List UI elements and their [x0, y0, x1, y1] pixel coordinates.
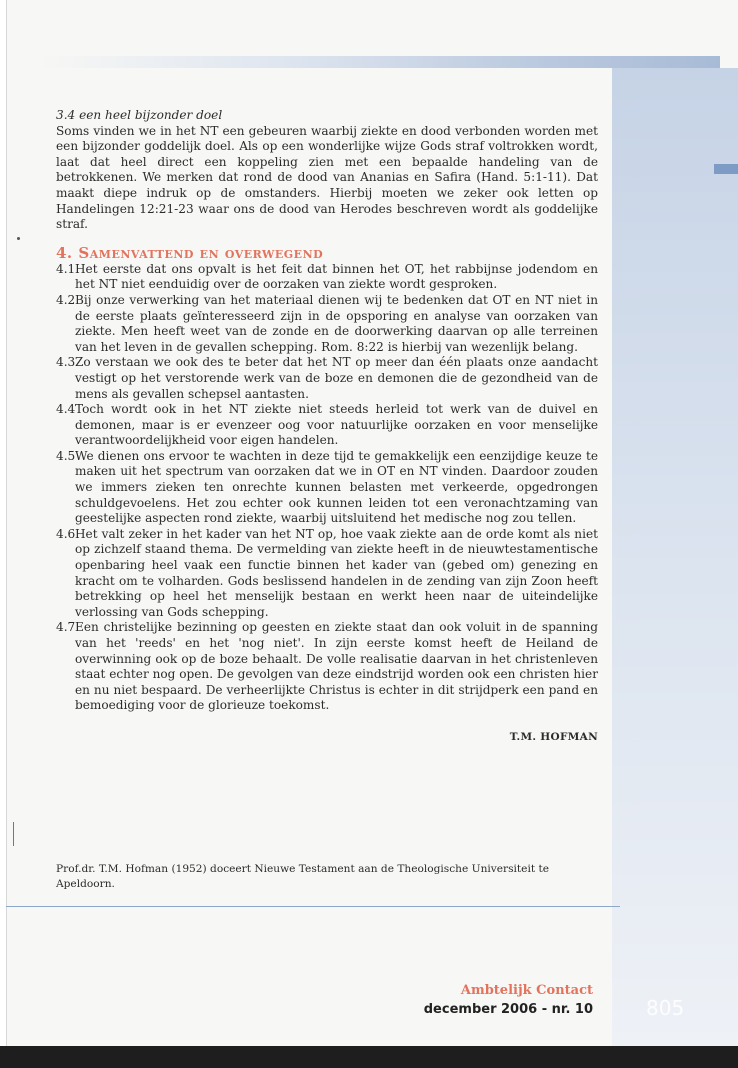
item-text: Het eerste dat ons opvalt is het feit dat binnen het OT, het rabbijnse jodendom en het NT niet eenduidig over de oorzaken van ziekte wordt gesproken. [75, 261, 598, 292]
top-decorative-bar [40, 56, 720, 68]
item-text: Een christelijke bezinning op geesten en ziekte staat dan ook voluit in de spanning van het 'reeds' en het 'nog niet'. In zijn eerste komst heeft de Heiland de overwinning ook op de boze behaalt. De volle realisatie daarvan in het christenleven staat echter nog open. De gevolgen van deze eindstrijd worden ook een christen hier en nu niet bespaard. De verheerlijkte Christus is echter in dit strijdperk een pand en bemoediging voor de glorieuze toekomst. [75, 620, 598, 713]
list-item [56, 293, 598, 355]
list-item [56, 262, 598, 293]
magazine-issue: december 2006 - nr. 10 [423, 1002, 593, 1017]
summary-list [56, 262, 598, 714]
list-item [56, 620, 598, 714]
item-text: Zo verstaan we ook des te beter dat het NT op meer dan één plaats onze aandacht vestigt op het verstorende werk van de boze en demonen die de gezondheid van de mens als gevallen schepsel aantasten. [75, 355, 598, 401]
article-body [56, 108, 598, 746]
subsection-paragraph: Soms vinden we in het NT een gebeuren waarbij ziekte en dood verbonden worden met een bijzonder goddelijk doel. Als op een wonderlijke wijze Gods straf voltrokken wordt, laat dat heel direct een koppeling zien met een bepaalde handeling van de betrokkenen. We merken dat rond de dood van Ananias en Safira (Hand. 5:1-11). Dat maakt diepe indruk op de omstanders. Hierbij moeten we zeker ook letten op Handelingen 12:21-23 waar ons de dood van Herodes beschreven wordt als goddelijke straf. [56, 123, 598, 232]
author-bio: Prof.dr. T.M. Hofman (1952) doceert Nieuwe Testament aan de Theologische Universiteit te Apeldoorn. [56, 863, 549, 890]
item-number: 4.7 [56, 620, 76, 635]
item-text: Toch wordt ook in het NT ziekte niet steeds herleid tot werk van de duivel en demonen, maar is er evenzeer oog voor natuurlijke oorzaken en voor menselijke verantwoordelijkheid voor eigen handelen. [75, 402, 598, 448]
section-number: 4. [56, 243, 73, 262]
item-number: 4.1 [56, 261, 76, 276]
page-number: 805 [646, 996, 685, 1020]
item-number: 4.3 [56, 355, 76, 370]
list-item [56, 402, 598, 449]
item-text: We dienen ons ervoor te wachten in deze tijd te gemakkelijk een eenzijdige keuze te maken uit het spectrum van oorzaken dat we in OT en NT vinden. Daardoor zouden we immers zieken ten onrechte kunnen belasten met verkeerde, opgedrongen schuldgevoelens. Het zou echter ook kunnen leiden tot een veronachtzaming van geestelijke aspecten rond ziekte, waarbij uitsluitend het medische nog zou tellen. [75, 448, 598, 526]
footer-divider [6, 906, 620, 907]
section-title-text: Samenvattend en overwegend [78, 243, 324, 262]
item-text: Bij onze verwerking van het materiaal dienen wij te bedenken dat OT en NT niet in de eerste plaats geïnteresseerd zijn in de opsporing en analyse van oorzaken van ziekte. Men heeft weet van de zonde en de doorwerking daarvan op alle terreinen van het leven in de gevallen schepping. Rom. 8:22 is hierbij van wezenlijk belang. [75, 292, 598, 354]
side-color-column [612, 68, 738, 1046]
item-text: Het valt zeker in het kader van het NT op, hoe vaak ziekte aan de orde komt als niet op zichzelf staand thema. De vermelding van ziekte heeft in de nieuwtestamentische openbaring heel vaak een functie binnen het kader van (gebed om) genezing en kracht om te volharden. Gods beslissend handelen in de zending van zijn Zoon heeft betrekking op heel het menselijk bestaan en werkt heen naar de uiteindelijke verlossing van Gods schepping. [75, 526, 598, 619]
scan-edge [0, 1046, 738, 1068]
author-name: T.M. HOFMAN [509, 730, 598, 743]
margin-line [13, 822, 14, 846]
subsection-heading: 3.4 een heel bijzonder doel [56, 108, 223, 122]
side-tab-marker [714, 164, 738, 174]
item-number: 4.2 [56, 292, 76, 307]
item-number: 4.6 [56, 526, 76, 541]
list-item [56, 449, 598, 527]
margin-mark [17, 237, 20, 240]
item-number: 4.4 [56, 402, 76, 417]
list-item [56, 355, 598, 402]
magazine-title: Ambtelijk Contact [460, 983, 593, 998]
list-item [56, 527, 598, 621]
section-title [56, 245, 598, 262]
item-number: 4.5 [56, 448, 76, 463]
